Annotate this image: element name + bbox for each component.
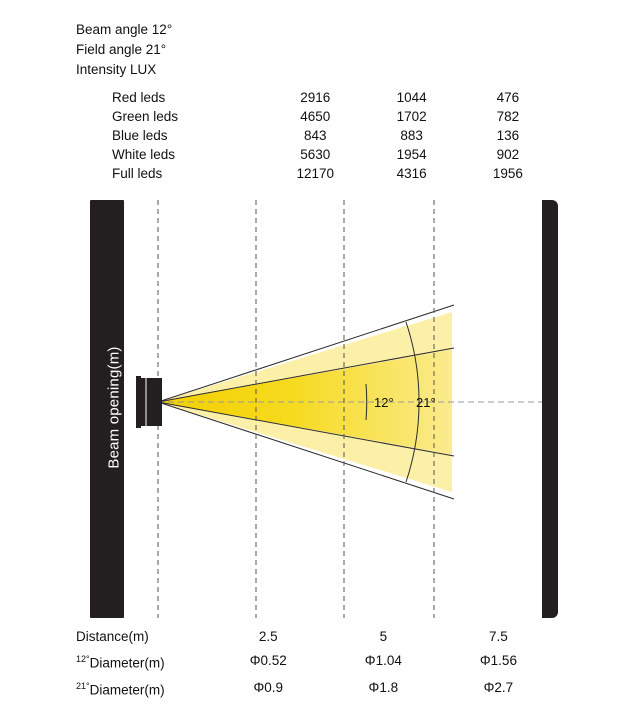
- intensity-row-label: Red leds: [112, 90, 166, 105]
- intensity-value: 476: [496, 90, 520, 105]
- intensity-value: 4316: [396, 166, 427, 181]
- intensity-value: 902: [496, 147, 520, 162]
- diameter-12deg-value: Φ1.56: [479, 653, 517, 669]
- diameter-21deg-value: Φ2.7: [483, 679, 514, 695]
- diameter-21deg-value: Φ1.8: [368, 679, 399, 695]
- spec-list: [76, 20, 556, 80]
- sup-12deg: 12°: [76, 654, 90, 664]
- intensity-row-label: Green leds: [112, 109, 179, 124]
- table-row: [76, 107, 556, 126]
- table-row: [76, 648, 556, 675]
- intensity-value: 1044: [396, 90, 427, 105]
- footer-row-label-12deg: [76, 648, 211, 675]
- intensity-value: 12170: [296, 166, 334, 181]
- diameter-12deg-value: Φ0.52: [249, 653, 287, 669]
- diameter-12deg-value: Φ1.04: [364, 653, 402, 669]
- sup-21deg: 21°: [76, 680, 90, 691]
- distance-value: 5: [379, 629, 388, 644]
- intensity-title: Intensity LUX: [76, 62, 157, 77]
- intensity-value: 843: [303, 128, 327, 143]
- y-axis-label: Beam opening(m): [105, 346, 123, 469]
- table-row: [76, 675, 556, 702]
- intensity-value: 782: [496, 109, 520, 124]
- intensity-value: 1954: [396, 147, 427, 162]
- distance-diameter-table: [76, 626, 556, 701]
- table-row: [76, 145, 556, 164]
- diameter-21deg-value: Φ0.9: [253, 679, 283, 695]
- footer-row-label: Distance(m): [76, 629, 149, 644]
- intensity-row-label: Full leds: [112, 166, 163, 181]
- intensity-value: 1956: [492, 166, 523, 181]
- intensity-value: 5630: [300, 147, 331, 162]
- intensity-value: 1702: [396, 109, 427, 124]
- fixture-bracket: [136, 376, 141, 428]
- beam-diagram-svg: [76, 200, 560, 618]
- field-angle-text: Field angle 21°: [76, 42, 167, 57]
- intensity-value: 883: [400, 128, 423, 143]
- angle-label-12deg: 12°: [374, 395, 394, 410]
- table-row: [76, 164, 556, 183]
- footer-row-label-text: Diameter(m): [89, 682, 165, 697]
- intensity-value: 2916: [300, 90, 331, 105]
- intensity-table: [76, 88, 556, 183]
- table-row: [76, 88, 556, 107]
- table-row: [76, 126, 556, 145]
- intensity-row-label: White leds: [112, 147, 176, 162]
- angle-label-21deg: 21°: [416, 395, 436, 410]
- distance-value: 2.5: [258, 629, 278, 644]
- intensity-value: 136: [496, 128, 520, 143]
- beam-diagram: [76, 200, 560, 618]
- distance-value: 7.5: [489, 629, 508, 644]
- footer-row-label-21deg: [76, 675, 211, 702]
- fixture-body: [140, 378, 162, 426]
- intensity-row-label: Blue leds: [112, 128, 168, 143]
- table-row: [76, 626, 556, 648]
- intensity-value: 4650: [300, 109, 331, 124]
- beam-angle-text: Beam angle 12°: [76, 22, 173, 37]
- footer-row-label-text: Diameter(m): [89, 655, 165, 671]
